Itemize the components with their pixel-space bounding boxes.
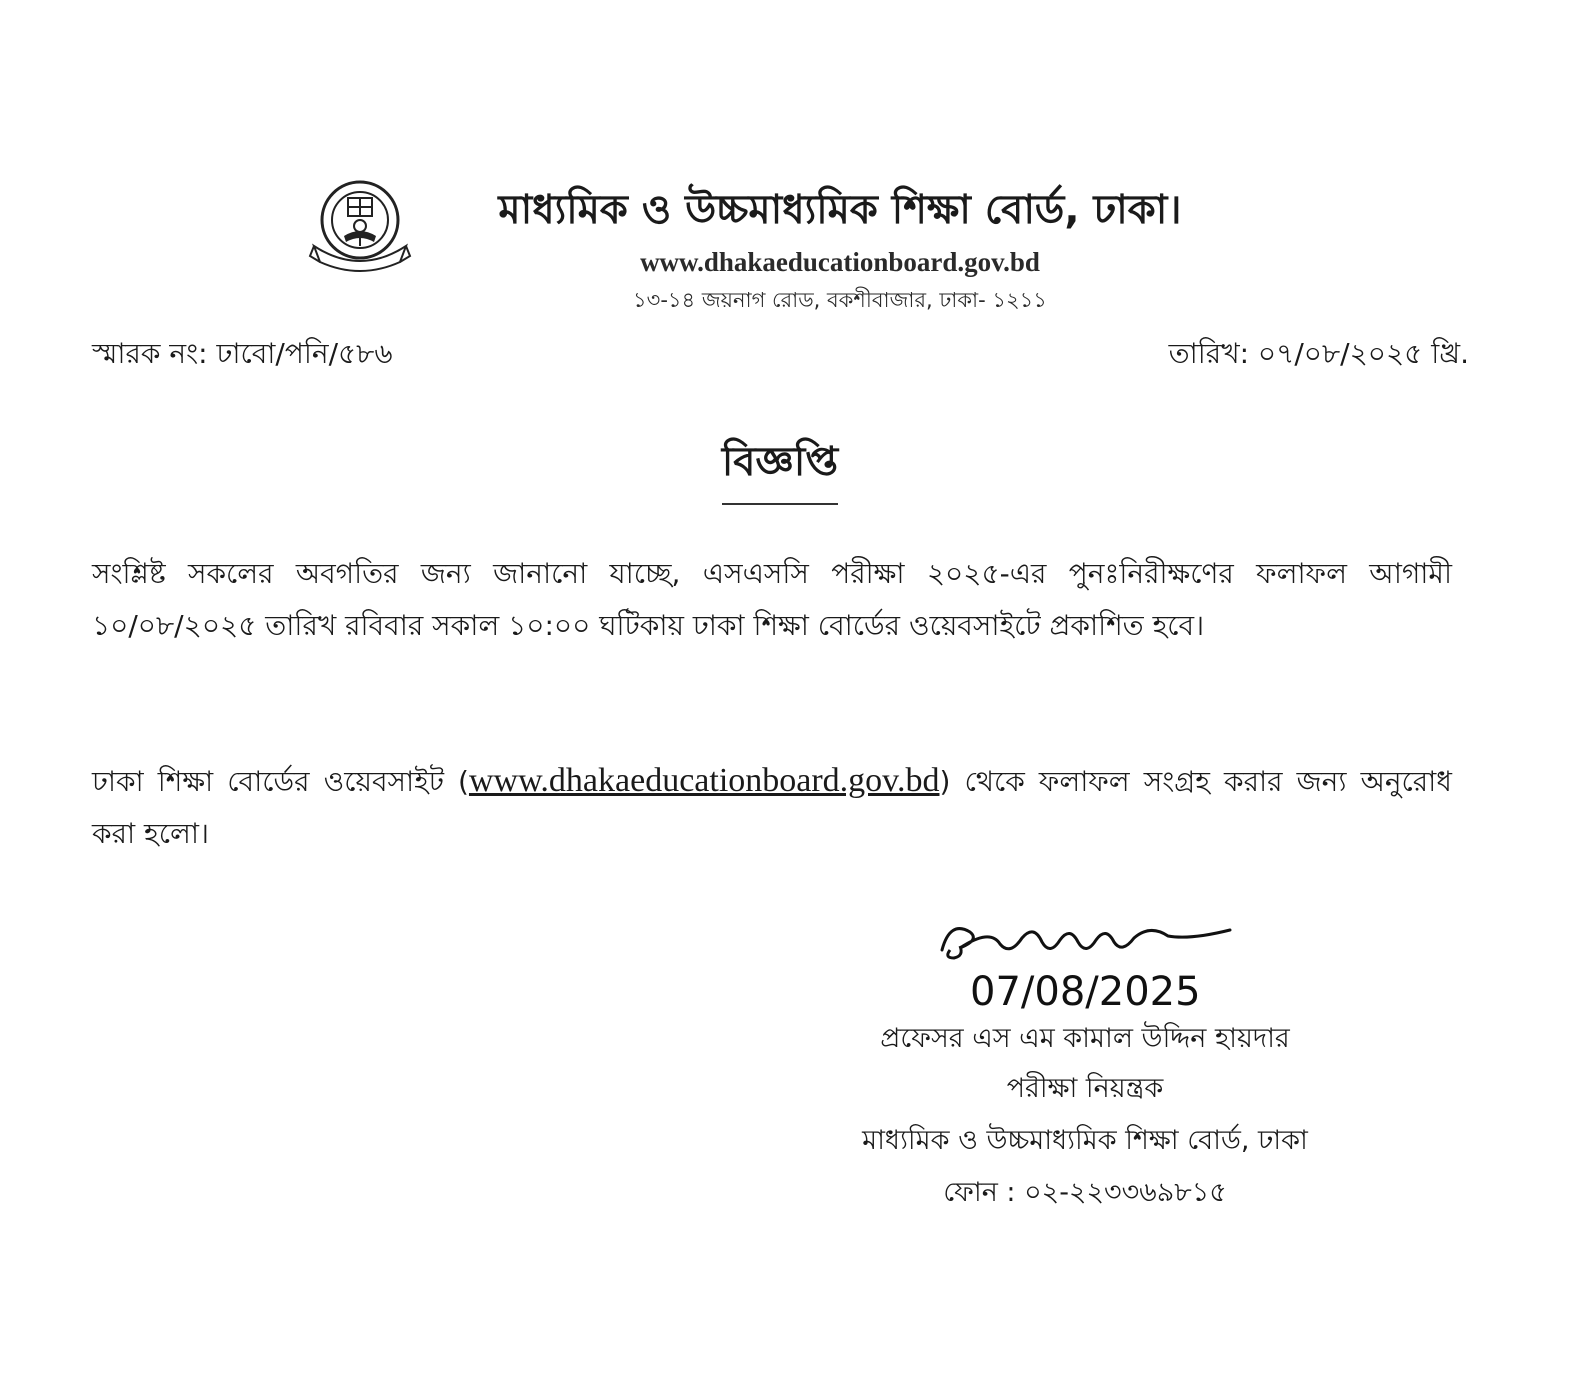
handwritten-signature [930, 910, 1260, 1020]
paragraph-2-tail: ) থেকে ফলাফল সংগ্রহ করার জন্য অনুরোধ করা হলো। [92, 765, 1452, 850]
website-link[interactable]: www.dhakaeducationboard.gov.bd [468, 762, 940, 799]
notice-date: তারিখ: ০৭/০৮/২০২৫ খ্রি. [1168, 337, 1469, 370]
handwritten-date: 07/08/2025 [970, 969, 1201, 1015]
signatory-organization: মাধ্যমিক ও উচ্চমাধ্যমিক শিক্ষা বোর্ড, ঢাকা [862, 1125, 1308, 1156]
signatory-title: পরীক্ষা নিয়ন্ত্রক [1006, 1073, 1164, 1104]
signatory-name: প্রফেসর এস এম কামাল উদ্দিন হায়দার [880, 1023, 1290, 1054]
notice-paragraph-2 [92, 755, 1452, 860]
notice-paragraph-1: সংশ্লিষ্ট সকলের অবগতির জন্য জানানো যাচ্ছে, এসএসসি পরীক্ষা ২০২৫-এর পুনঃনিরীক্ষণের ফলাফল আগামী ১০/০৮/২০২৫ তারিখ রবিবার সকাল ১০:০০ ঘটিকায় ঢাকা শিক্ষা বোর্ডের ওয়েবসাইটে প্রকাশিত হবে। [92, 557, 1452, 642]
board-website: www.dhakaeducationboard.gov.bd [640, 247, 1040, 277]
board-address: ১৩-১৪ জয়নাগ রোড, বকশীবাজার, ঢাকা- ১২১১ [633, 288, 1047, 312]
board-emblem-icon [308, 176, 412, 276]
memo-number: স্মারক নং: ঢাবো/পনি/৫৮৬ [92, 337, 393, 370]
notice-heading: বিজ্ঞপ্তি [722, 430, 838, 505]
notice-heading-wrap [0, 430, 1560, 505]
board-name: মাধ্যমিক ও উচ্চমাধ্যমিক শিক্ষা বোর্ড, ঢাকা। [498, 187, 1182, 233]
paragraph-2-lead: ঢাকা শিক্ষা বোর্ডের ওয়েবসাইট ( [92, 765, 469, 798]
signatory-phone: ফোন : ০২-২২৩৩৬৯৮১৫ [943, 1177, 1227, 1208]
